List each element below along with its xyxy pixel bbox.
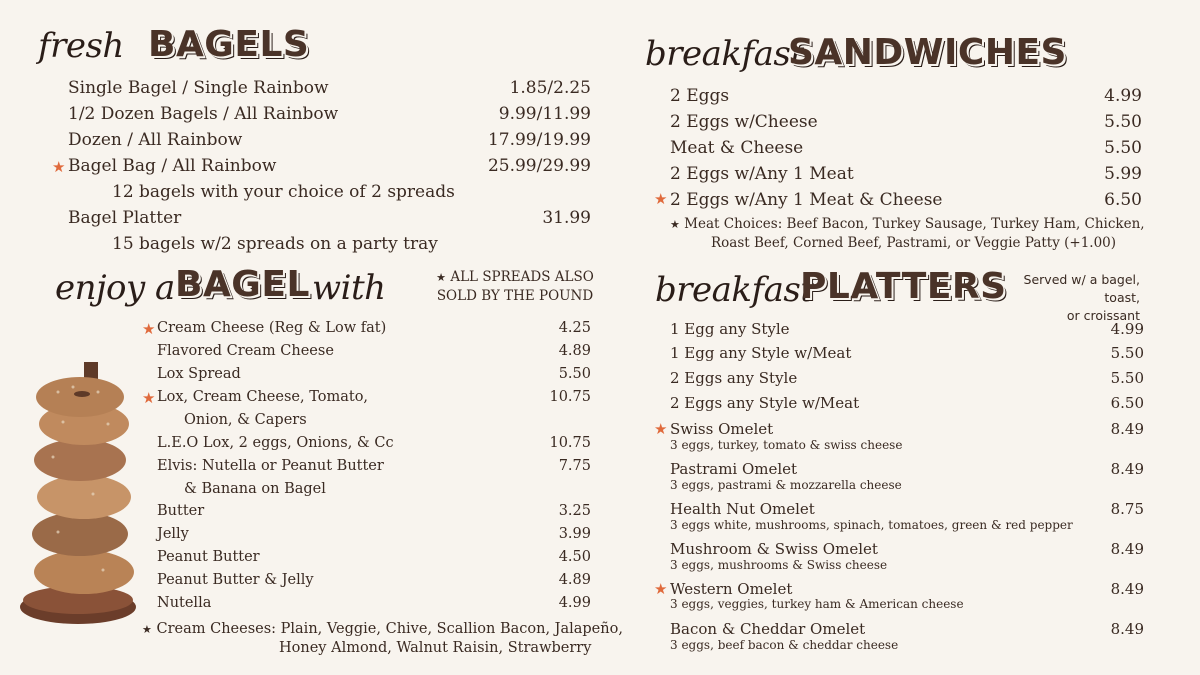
spread-item: Nutella 4.99: [157, 595, 591, 611]
platters-title: PLATTERS: [800, 266, 1007, 307]
spread-item: Butter 3.25: [157, 503, 591, 519]
star-icon: ★: [654, 190, 668, 208]
spreads-title: BAGEL: [175, 264, 310, 305]
omelet-desc: 3 eggs, mushrooms & Swiss cheese: [670, 558, 888, 572]
omelet-desc: 3 eggs, beef bacon & cheddar cheese: [670, 638, 899, 652]
platters-served-note: Served w/ a bagel, toast, or croissant: [1023, 272, 1140, 323]
platter-item: 1 Egg any Style w/Meat 5.50: [670, 344, 1144, 362]
spread-item: Peanut Butter & Jelly 4.89: [157, 572, 591, 588]
omelet-desc: 3 eggs, turkey, tomato & swiss cheese: [670, 438, 903, 452]
star-icon: ★: [142, 623, 152, 636]
spreads-script-right: with: [312, 268, 386, 308]
star-icon: ★: [52, 158, 66, 176]
omelet-item: Swiss Omelet 8.49: [670, 420, 1144, 438]
sandwiches-script: breakfast: [645, 34, 804, 74]
spread-item: Flavored Cream Cheese 4.89: [157, 343, 591, 359]
platter-item: 2 Eggs any Style w/Meat 6.50: [670, 394, 1144, 412]
spread-item-desc: & Banana on Bagel: [184, 481, 326, 497]
platter-item: 2 Eggs any Style 5.50: [670, 369, 1144, 387]
sandwich-item: 2 Eggs 4.99: [670, 86, 1142, 106]
spreads-note: ★ ALL SPREADS ALSO SOLD BY THE POUND: [436, 269, 594, 304]
bagel-item-desc: 12 bagels with your choice of 2 spreads: [112, 182, 455, 202]
meat-choices-note-2: Roast Beef, Corned Beef, Pastrami, or Veggie Patty (+1.00): [711, 235, 1117, 251]
sandwich-item: Meat & Cheese 5.50: [670, 138, 1142, 158]
bagel-item: Single Bagel / Single Rainbow 1.85/2.25: [68, 78, 591, 98]
spread-item: Cream Cheese (Reg & Low fat) 4.25: [157, 320, 591, 336]
bagel-item: Bagel Bag / All Rainbow 25.99/29.99: [68, 156, 591, 176]
sandwich-item: 2 Eggs w/Cheese 5.50: [670, 112, 1142, 132]
spread-item: L.E.O Lox, 2 eggs, Onions, & Cc 10.75: [157, 435, 591, 451]
omelet-item: Western Omelet 8.49: [670, 580, 1144, 598]
meat-choices-note: ★ Meat Choices: Beef Bacon, Turkey Sausage, Turkey Ham, Chicken,: [670, 216, 1145, 232]
sandwich-item: 2 Eggs w/Any 1 Meat 5.99: [670, 164, 1142, 184]
omelet-desc: 3 eggs, pastrami & mozzarella cheese: [670, 478, 902, 492]
spread-item: Lox Spread 5.50: [157, 366, 591, 382]
bagel-item: Bagel Platter 31.99: [68, 208, 591, 228]
star-icon: ★: [654, 420, 668, 438]
bagel-stack-illustration: [18, 362, 143, 627]
sandwiches-title: SANDWICHES: [788, 32, 1067, 73]
star-icon: ★: [670, 218, 680, 231]
spreads-script-left: enjoy a: [55, 268, 175, 308]
omelet-item: Pastrami Omelet 8.49: [670, 460, 1144, 478]
omelet-item: Health Nut Omelet 8.75: [670, 500, 1144, 518]
platters-script: breakfast: [655, 270, 814, 310]
bagels-title: BAGELS: [148, 24, 310, 65]
spread-item: Elvis: Nutella or Peanut Butter 7.75: [157, 458, 591, 474]
spread-item: Lox, Cream Cheese, Tomato, 10.75: [157, 389, 591, 405]
star-icon: ★: [654, 580, 668, 598]
omelet-desc: 3 eggs, veggies, turkey ham & American cheese: [670, 597, 964, 611]
spread-item-desc: Onion, & Capers: [184, 412, 307, 428]
omelet-desc: 3 eggs white, mushrooms, spinach, tomatoes, green & red pepper: [670, 518, 1073, 532]
bagel-item-desc: 15 bagels w/2 spreads on a party tray: [112, 234, 438, 254]
bagel-item: Dozen / All Rainbow 17.99/19.99: [68, 130, 591, 150]
sandwich-item: 2 Eggs w/Any 1 Meat & Cheese 6.50: [670, 190, 1142, 210]
omelet-item: Bacon & Cheddar Omelet 8.49: [670, 620, 1144, 638]
cream-cheese-footnote-2: Honey Almond, Walnut Raisin, Strawberry: [279, 640, 592, 656]
star-icon: ★: [142, 389, 156, 407]
spread-item: Peanut Butter 4.50: [157, 549, 591, 565]
cream-cheese-footnote: ★ Cream Cheeses: Plain, Veggie, Chive, Scallion Bacon, Jalapeño,: [142, 621, 623, 637]
platter-item: 1 Egg any Style 4.99: [670, 320, 1144, 338]
star-icon: ★: [142, 320, 156, 338]
bagel-item: 1/2 Dozen Bagels / All Rainbow 9.99/11.99: [68, 104, 591, 124]
spread-item: Jelly 3.99: [157, 526, 591, 542]
star-icon: ★: [436, 271, 447, 284]
omelet-item: Mushroom & Swiss Omelet 8.49: [670, 540, 1144, 558]
bagels-script: fresh: [38, 26, 124, 66]
